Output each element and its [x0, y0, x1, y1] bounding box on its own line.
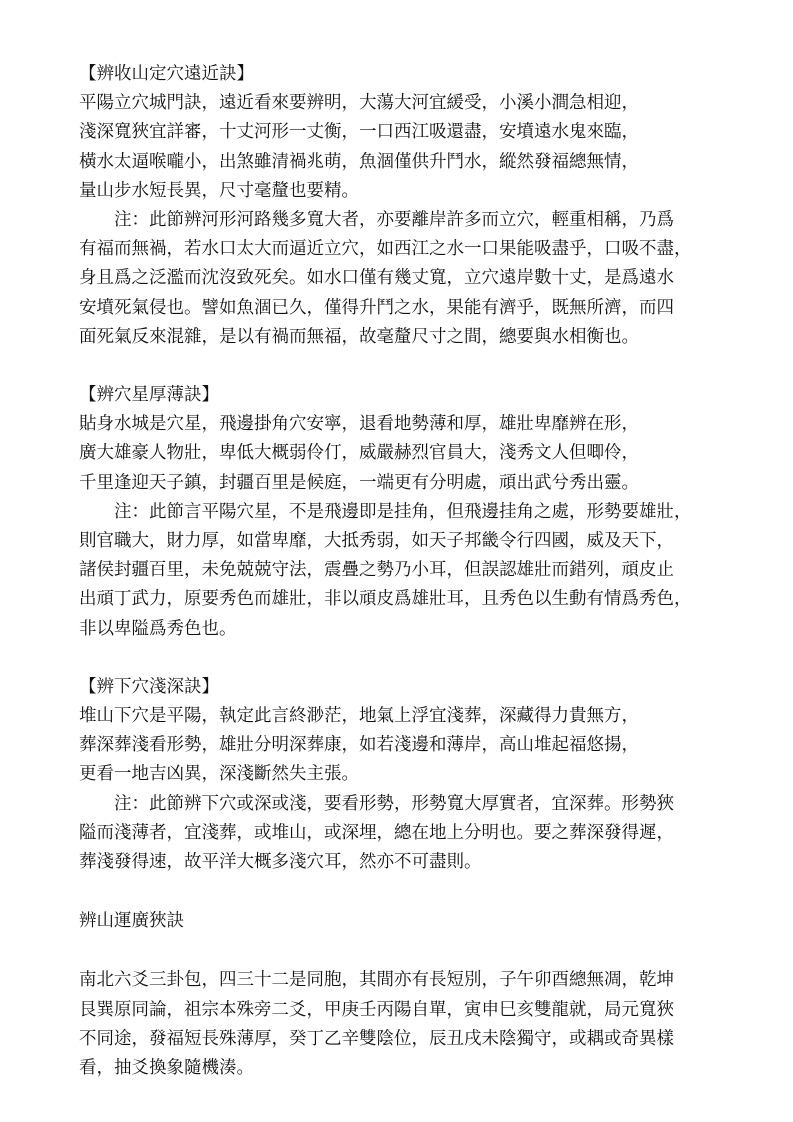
note-line: 隘而淺薄者，宜淺葬，或堆山，或深埋，總在地上分明也。要之葬深發得遲， [79, 822, 674, 843]
verse-line: 平陽立穴城門訣，遠近看來要辨明，大蕩大河宜緩受，小溪小澗急相迎， [79, 93, 639, 114]
note-line: 有福而無禍，若水口太大而逼近立穴，如西江之水一口果能吸盡乎，口吸不盡， [79, 239, 692, 260]
section-spacer [79, 352, 719, 381]
verse-line: 堆山下穴是平陽，執定此言終渺茫，地氣上浮宜淺葬，深藏得力貴無方， [79, 706, 639, 727]
note-line: 葬淺發得速，故平洋大概多淺穴耳，然亦不可盡則。 [79, 852, 482, 873]
section-4 [79, 907, 719, 1083]
heading-spacer [79, 936, 719, 966]
body-line: 艮巽原同論，祖宗本殊旁二爻，甲庚壬丙陽自單，寅申巳亥雙龍就，局元寬狹 [79, 999, 674, 1020]
section-1 [79, 60, 719, 352]
note-line: 則官職大，財力厚，如當卑靡，大抵秀弱，如天子邦畿令行四國，威及天下， [79, 531, 674, 552]
verse-line: 淺深寬狹宜詳審，十丈河形一丈衡，一口西江吸還盡，安墳遠水鬼來臨， [79, 122, 639, 143]
verse-line: 橫水太逼喉嚨小，出煞雖清禍兆萌，魚涸僅供升鬥水，縱然發福總無情， [79, 151, 639, 172]
verse-line: 量山步水短長異，尺寸毫釐也要精。 [79, 180, 359, 201]
body-line: 看，抽爻換象隨機湊。 [79, 1058, 254, 1079]
section-2 [79, 381, 719, 644]
body-line: 南北六爻三卦包，四三十二是同胞，其間亦有長短別，子午卯酉總無凋，乾坤 [79, 970, 674, 991]
verse-line: 千里逢迎天子鎮，封疆百里是候庭，一端更有分明處，頑出武兮秀出靈。 [79, 472, 639, 493]
verse-line: 貼身水城是穴星，飛邊掛角穴安寧，退看地勢薄和厚，雄壯卑靡辨在形， [79, 414, 639, 435]
note-line: 注：此節辨下穴或深或淺，要看形勢，形勢寬大厚實者，宜深葬。形勢狹 [114, 793, 674, 814]
verse-line: 葬深葬淺看形勢，雄壯分明深葬康，如若淺邊和薄岸，高山堆起福悠揚， [79, 735, 639, 756]
section-heading: 【辨收山定穴遠近訣】 [79, 64, 254, 84]
note-line: 身且爲之泛濫而沈沒致死矣。如水口僅有幾丈寬，立穴遠岸數十丈，是爲遠水 [79, 268, 674, 289]
section-heading: 【辨下穴淺深訣】 [79, 676, 219, 697]
document-page [79, 60, 719, 1083]
note-line: 諸侯封疆百里，未免兢兢守法，震疊之勢乃小耳，但誤認雄壯而錯列，頑皮止 [79, 560, 674, 581]
note-line: 非以卑隘爲秀色也。 [79, 618, 237, 639]
verse-line: 更看一地吉凶異，深淺斷然失主張。 [79, 764, 359, 785]
note-line: 出頑丁武力，原要秀色而雄壯，非以頑皮爲雄壯耳，且秀色以生動有情爲秀色， [79, 589, 692, 610]
section-spacer [79, 877, 719, 907]
section-heading: 【辨穴星厚薄訣】 [79, 385, 219, 406]
section-spacer [79, 644, 719, 673]
note-line: 注：此節言平陽穴星，不是飛邊即是挂角，但飛邊挂角之處，形勢要雄壯， [114, 501, 692, 522]
verse-line: 廣大雄豪人物壯，卑低大概弱伶仃，威嚴赫烈官員大，淺秀文人但唧伶， [79, 443, 639, 464]
section-3 [79, 673, 719, 877]
note-line: 注：此節辨河形河路幾多寬大者，亦要離岸許多而立穴，輕重相稱，乃爲 [114, 210, 674, 231]
note-line: 面死氣反來混雜，是以有禍而無福，故毫釐尺寸之間，總要與水相衡也。 [79, 326, 639, 347]
note-line: 安墳死氣侵也。譬如魚涸已久，僅得升鬥之水，果能有濟乎，既無所濟，而四 [79, 297, 674, 318]
section-heading-plain: 辨山運廣狹訣 [79, 911, 184, 932]
body-line: 不同途，發福短長殊薄厚，癸丁乙辛雙陰位，辰丑戌未陰獨守，或耦或奇異樣 [79, 1028, 674, 1049]
